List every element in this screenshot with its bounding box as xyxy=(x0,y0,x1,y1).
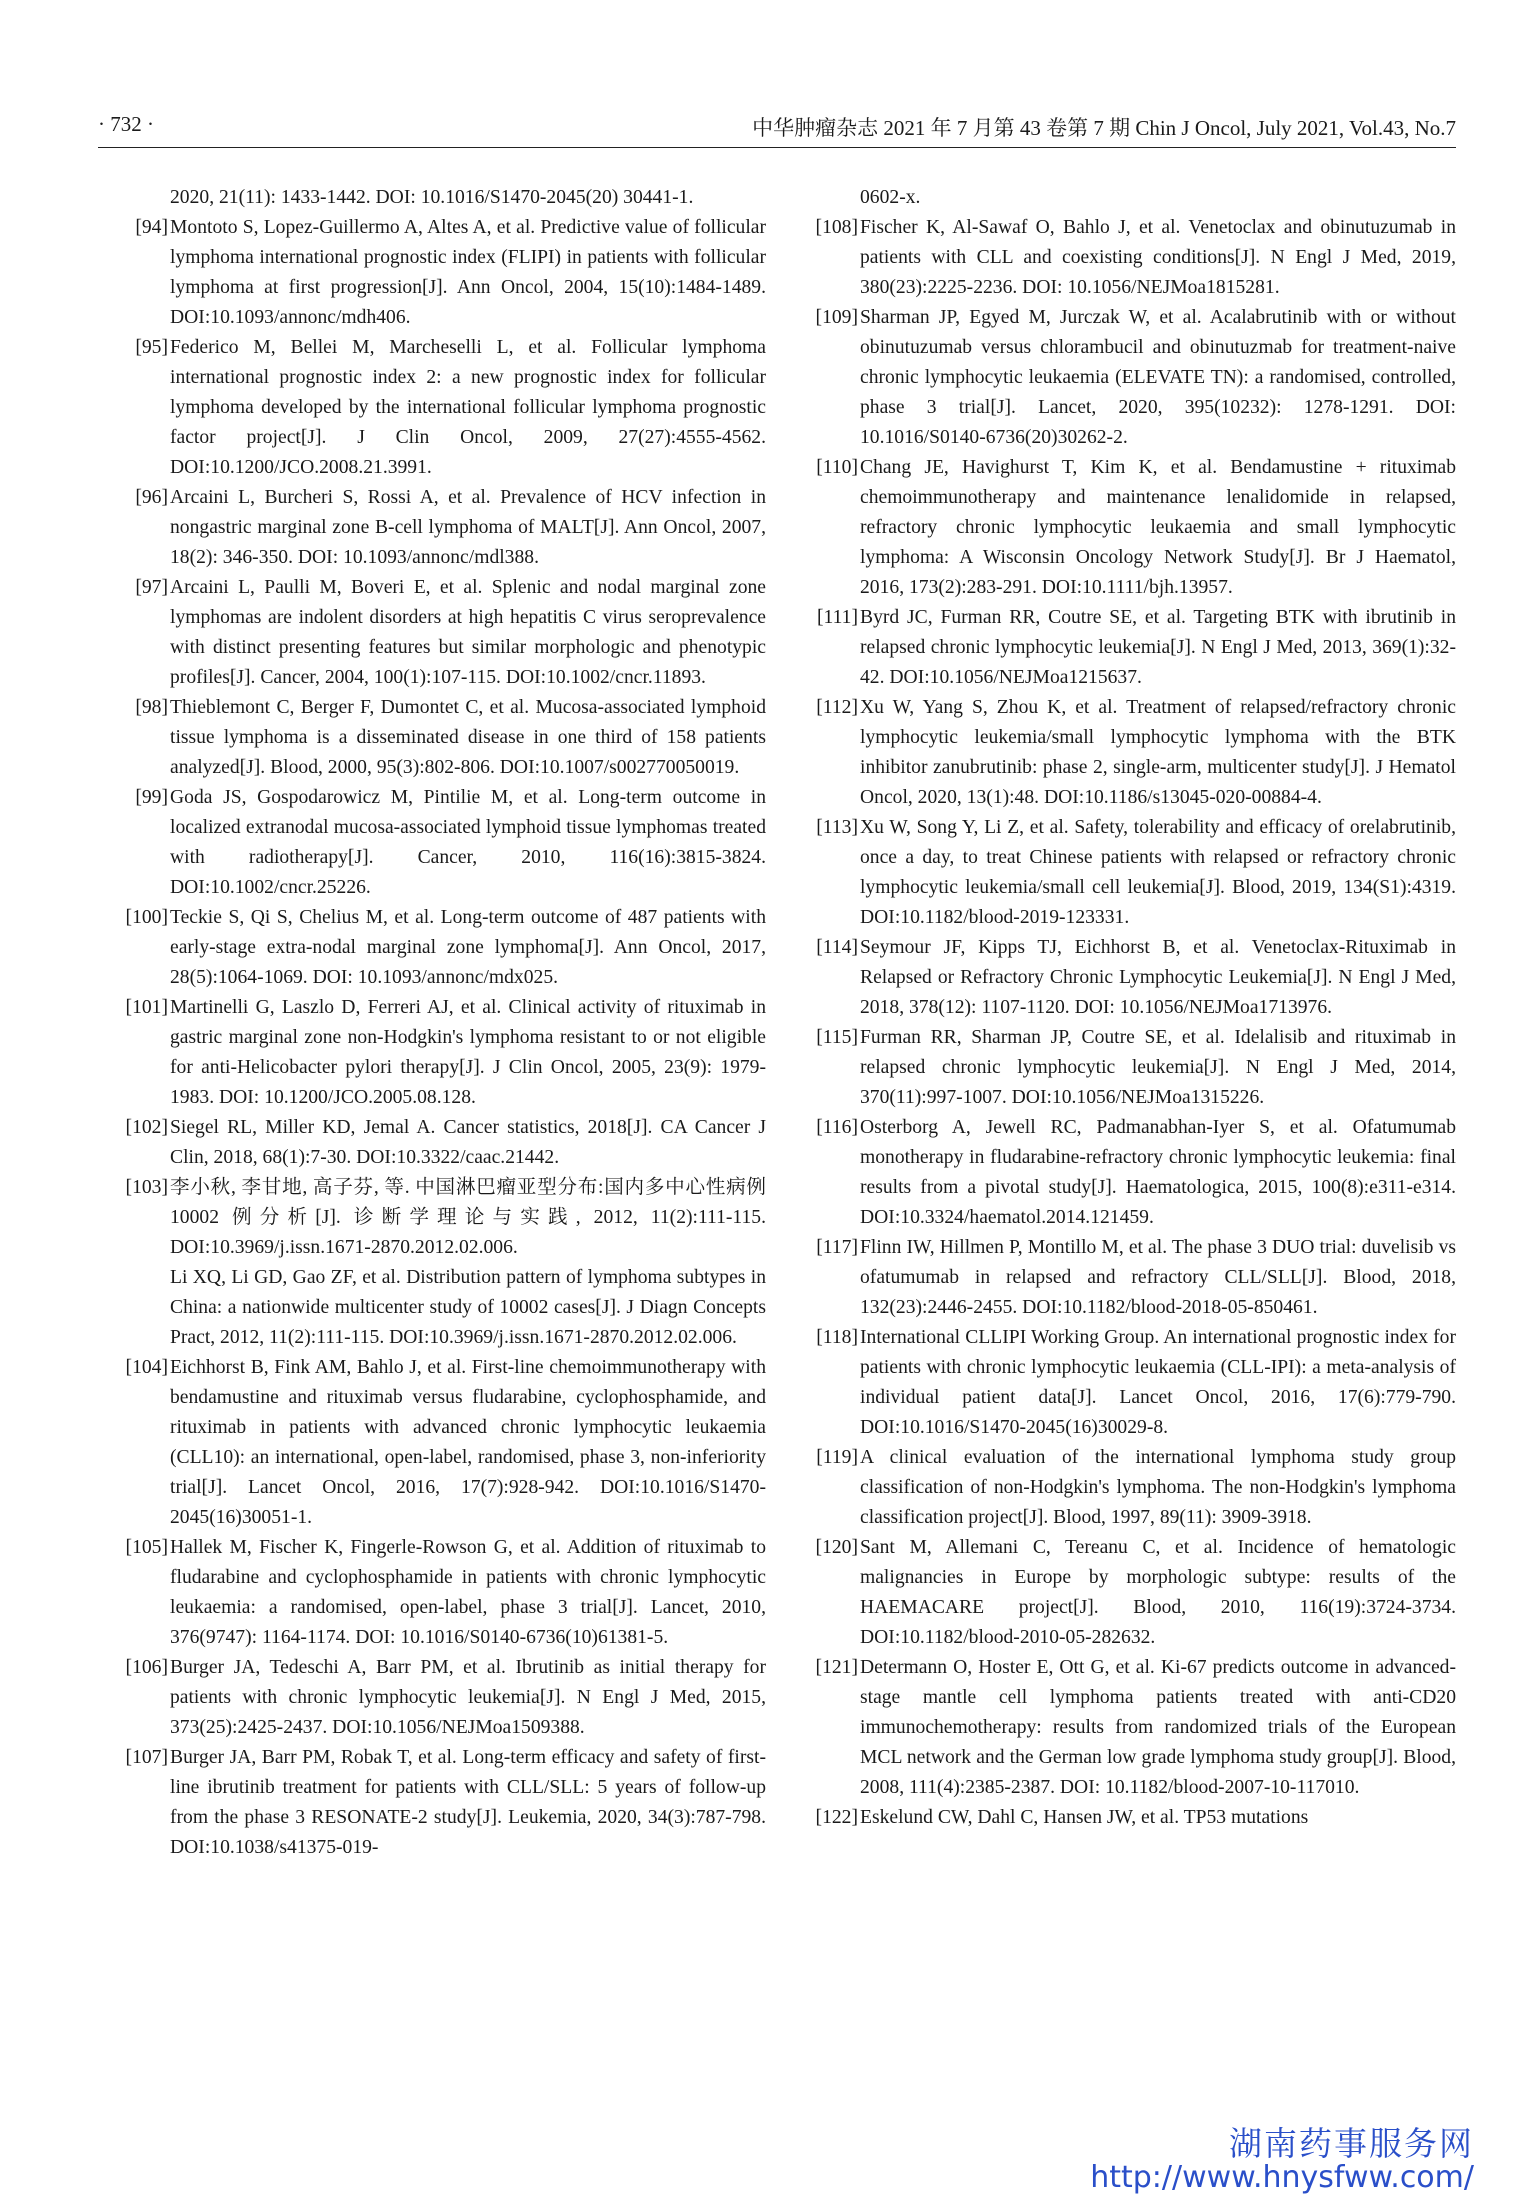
reference-entry xyxy=(788,1323,1456,1443)
reference-text: Sant M, Allemani C, Tereanu C, et al. Incidence of hematologic malignancies in Europe by morphologic subtype: results of the HAEMACARE project[J]. Blood, 2010, 116(19):3724-3734. DOI:10.1182/blood-2010-05-282632. xyxy=(860,1537,1456,1648)
reference-text: International CLLIPI Working Group. An international prognostic index for patients with chronic lymphocytic leukaemia (CLL-IPI): a meta-analysis of individual patient data[J]. Lancet Oncol, 2016, 17(6):779-790. DOI:10.1016/S1470-2045(16)30029-8. xyxy=(860,1327,1456,1438)
reference-entry xyxy=(98,783,766,903)
reference-text: Siegel RL, Miller KD, Jemal A. Cancer statistics, 2018[J]. CA Cancer J Clin, 2018, 68(1):7-30. DOI:10.3322/caac.21442. xyxy=(170,1117,766,1168)
reference-number: [95] xyxy=(135,337,168,358)
reference-text: Hallek M, Fischer K, Fingerle-Rowson G, et al. Addition of rituximab to fludarabine and cyclophosphamide in patients with chronic lymphocytic leukaemia: a randomised, open-label, phase 3 trial[J]. Lancet, 2010, 376(9747): 1164-1174. DOI: 10.1016/S0140-6736(10)61381-5. xyxy=(170,1537,766,1648)
reference-entry xyxy=(98,1173,766,1263)
reference-text: Burger JA, Barr PM, Robak T, et al. Long-term efficacy and safety of first-line ibrutinib treatment for patients with CLL/SLL: 5 years of follow-up from the phase 3 RESONATE-2 study[J]. Leukemia, 2020, 34(3):787-798. DOI:10.1038/s41375-019- xyxy=(170,1747,766,1858)
reference-entry xyxy=(98,903,766,993)
reference-text: Federico M, Bellei M, Marcheselli L, et al. Follicular lymphoma international prognostic index 2: a new prognostic index for follicular lymphoma developed by the international follicular lymphoma prognostic factor project[J]. J Clin Oncol, 2009, 27(27):4555-4562. DOI:10.1200/JCO.2008.21.3991. xyxy=(170,337,766,478)
reference-text: Martinelli G, Laszlo D, Ferreri AJ, et al. Clinical activity of rituximab in gastric marginal zone non-Hodgkin's lymphoma resistant to or not eligible for anti-Helicobacter pylori therapy[J]. J Clin Oncol, 2005, 23(9): 1979-1983. DOI: 10.1200/JCO.2005.08.128. xyxy=(170,997,766,1108)
running-header xyxy=(98,112,1456,144)
reference-text: Seymour JF, Kipps TJ, Eichhorst B, et al. Venetoclax-Rituximab in Relapsed or Refractory Chronic Lymphocytic Leukemia[J]. N Engl J Med, 2018, 378(12): 1107-1120. DOI: 10.1056/NEJMoa1713976. xyxy=(860,937,1456,1018)
reference-number: [115] xyxy=(816,1027,858,1048)
reference-number: [101] xyxy=(125,997,168,1018)
reference-number: [102] xyxy=(125,1117,168,1138)
reference-text: Osterborg A, Jewell RC, Padmanabhan-Iyer S, et al. Ofatumumab monotherapy in fludarabine-refractory chronic lymphocytic leukemia: final results from a pivotal study[J]. Haematologica, 2015, 100(8):e311-e314. DOI:10.3324/haematol.2014.121459. xyxy=(860,1117,1456,1228)
reference-text: Burger JA, Tedeschi A, Barr PM, et al. Ibrutinib as initial therapy for patients with chronic lymphocytic leukemia[J]. N Engl J Med, 2015, 373(25):2425-2437. DOI:10.1056/NEJMoa1509388. xyxy=(170,1657,766,1738)
reference-continuation: 0602-x. xyxy=(860,187,921,208)
reference-text: 李小秋, 李甘地, 高子芬, 等. 中国淋巴瘤亚型分布:国内多中心性病例 10002 例分析[J]. 诊断学理论与实践, 2012, 11(2):111-115. DOI:10.3969/j.issn.1671-2870.2012.02.006. xyxy=(170,1177,766,1258)
reference-number: [105] xyxy=(125,1537,168,1558)
reference-entry xyxy=(98,993,766,1113)
reference-entry xyxy=(788,1533,1456,1653)
reference-text: Arcaini L, Paulli M, Boveri E, et al. Splenic and nodal marginal zone lymphomas are indolent disorders at high hepatitis C virus seroprevalence with distinct presenting features but similar morphologic and phenotypic profiles[J]. Cancer, 2004, 100(1):107-115. DOI:10.1002/cncr.11893. xyxy=(170,577,766,688)
reference-number: [96] xyxy=(135,487,168,508)
reference-entry xyxy=(788,1653,1456,1803)
reference-number: [104] xyxy=(125,1357,168,1378)
watermark-url: http://www.hnysfww.com/ xyxy=(1090,2160,1474,2195)
reference-number: [111] xyxy=(817,607,858,628)
reference-entry xyxy=(788,933,1456,1023)
reference-text: Eichhorst B, Fink AM, Bahlo J, et al. First-line chemoimmunotherapy with bendamustine and rituximab versus fludarabine, cyclophosphamide, and rituximab in patients with advanced chronic lymphocytic leukaemia (CLL10): an international, open-label, randomised, phase 3, non-inferiority trial[J]. Lancet Oncol, 2016, 17(7):928-942. DOI:10.1016/S1470-2045(16)30051-1. xyxy=(170,1357,766,1528)
reference-number: [110] xyxy=(816,457,858,478)
reference-number: [97] xyxy=(135,577,168,598)
reference-number: [120] xyxy=(815,1537,858,1558)
reference-entry xyxy=(788,1023,1456,1113)
reference-number: [107] xyxy=(125,1747,168,1768)
reference-text: Eskelund CW, Dahl C, Hansen JW, et al. TP53 mutations xyxy=(860,1807,1309,1828)
header-rule xyxy=(98,147,1456,148)
reference-text: Byrd JC, Furman RR, Coutre SE, et al. Targeting BTK with ibrutinib in relapsed chronic lymphocytic leukemia[J]. N Engl J Med, 2013, 369(1):32-42. DOI:10.1056/NEJMoa1215637. xyxy=(860,607,1456,688)
reference-text: Fischer K, Al-Sawaf O, Bahlo J, et al. Venetoclax and obinutuzumab in patients with CLL and coexisting conditions[J]. N Engl J Med, 2019, 380(23):2225-2236. DOI: 10.1056/NEJMoa1815281. xyxy=(860,217,1456,298)
reference-entry xyxy=(98,1113,766,1173)
reference-number: [100] xyxy=(125,907,168,928)
watermark-site-name: 湖南药事服务网 xyxy=(1229,2124,1474,2163)
reference-entry xyxy=(98,693,766,783)
reference-text: Xu W, Yang S, Zhou K, et al. Treatment of relapsed/refractory chronic lymphocytic leukemia/small lymphocytic lymphoma with the BTK inhibitor zanubrutinib: phase 2, single-arm, multicenter study[J]. J Hematol Oncol, 2020, 13(1):48. DOI:10.1186/s13045-020-00884-4. xyxy=(860,697,1456,808)
reference-text: Xu W, Song Y, Li Z, et al. Safety, tolerability and efficacy of orelabrutinib, once a day, to treat Chinese patients with relapsed or refractory chronic lymphocytic leukemia/small cell leukemia[J]. Blood, 2019, 134(S1):4319. DOI:10.1182/blood-2019-123331. xyxy=(860,817,1456,928)
reference-number: [98] xyxy=(135,697,168,718)
reference-entry xyxy=(98,1533,766,1653)
references-left-column xyxy=(98,183,766,1863)
reference-number: [94] xyxy=(135,217,168,238)
reference-entry xyxy=(98,1653,766,1743)
reference-entry xyxy=(788,603,1456,693)
reference-entry xyxy=(98,333,766,483)
journal-citation: 中华肿瘤杂志 2021 年 7 月第 43 卷第 7 期 Chin J Oncol, July 2021, Vol.43, No.7 xyxy=(752,116,1456,140)
reference-entry xyxy=(788,303,1456,453)
reference-entry xyxy=(98,1353,766,1533)
reference-continuation: 2020, 21(11): 1433-1442. DOI: 10.1016/S1470-2045(20) 30441-1. xyxy=(170,187,694,208)
reference-number: [99] xyxy=(135,787,168,808)
reference-text: Arcaini L, Burcheri S, Rossi A, et al. Prevalence of HCV infection in nongastric marginal zone B-cell lymphoma of MALT[J]. Ann Oncol, 2007, 18(2): 346-350. DOI: 10.1093/annonc/mdl388. xyxy=(170,487,766,568)
reference-entry xyxy=(98,573,766,693)
reference-text: Goda JS, Gospodarowicz M, Pintilie M, et al. Long-term outcome in localized extranodal mucosa-associated lymphoid tissue lymphomas treated with radiotherapy[J]. Cancer, 2010, 116(16):3815-3824. DOI:10.1002/cncr.25226. xyxy=(170,787,766,898)
reference-entry xyxy=(98,1263,766,1353)
reference-entry xyxy=(788,213,1456,303)
reference-number: [108] xyxy=(815,217,858,238)
reference-number: [114] xyxy=(816,937,858,958)
reference-text: Li XQ, Li GD, Gao ZF, et al. Distribution pattern of lymphoma subtypes in China: a nationwide multicenter study of 10002 cases[J]. J Diagn Concepts Pract, 2012, 11(2):111-115. DOI:10.3969/j.issn.1671-2870.2012.02.006. xyxy=(170,1267,766,1348)
reference-entry xyxy=(788,1113,1456,1233)
reference-entry xyxy=(788,1443,1456,1533)
reference-entry xyxy=(788,813,1456,933)
reference-number: [112] xyxy=(816,697,858,718)
reference-number: [122] xyxy=(815,1807,858,1828)
reference-number: [103] xyxy=(125,1177,168,1198)
reference-text: Flinn IW, Hillmen P, Montillo M, et al. The phase 3 DUO trial: duvelisib vs ofatumumab in relapsed and refractory CLL/SLL[J]. Blood, 2018, 132(23):2446-2455. DOI:10.1182/blood-2018-05-850461. xyxy=(860,1237,1456,1318)
reference-number: [109] xyxy=(815,307,858,328)
page-number: · 732 · xyxy=(98,112,154,136)
reference-text: A clinical evaluation of the international lymphoma study group classification of non-Hodgkin's lymphoma. The non-Hodgkin's lymphoma classification project[J]. Blood, 1997, 89(11): 3909-3918. xyxy=(860,1447,1456,1528)
reference-number: [116] xyxy=(816,1117,858,1138)
reference-text: Chang JE, Havighurst T, Kim K, et al. Bendamustine + rituximab chemoimmunotherapy and maintenance lenalidomide in relapsed, refractory chronic lymphocytic leukaemia and small lymphocytic lymphoma: A Wisconsin Oncology Network Study[J]. Br J Haematol, 2016, 173(2):283-291. DOI:10.1111/bjh.13957. xyxy=(860,457,1456,598)
reference-number: [119] xyxy=(816,1447,858,1468)
reference-entry xyxy=(788,453,1456,603)
reference-text: Determann O, Hoster E, Ott G, et al. Ki-67 predicts outcome in advanced-stage mantle cell lymphoma patients treated with anti-CD20 immunochemotherapy: results from randomized trials of the European MCL network and the German low grade lymphoma study group[J]. Blood, 2008, 111(4):2385-2387. DOI: 10.1182/blood-2007-10-117010. xyxy=(860,1657,1456,1798)
reference-number: [106] xyxy=(125,1657,168,1678)
reference-entry xyxy=(98,1743,766,1863)
reference-entry xyxy=(98,483,766,573)
reference-number: [113] xyxy=(816,817,858,838)
reference-number: [117] xyxy=(816,1237,858,1258)
reference-number: [121] xyxy=(815,1657,858,1678)
references-right-column xyxy=(788,183,1456,1833)
reference-entry xyxy=(788,693,1456,813)
reference-text: Montoto S, Lopez-Guillermo A, Altes A, et al. Predictive value of follicular lymphoma international prognostic index (FLIPI) in patients with follicular lymphoma at first progression[J]. Ann Oncol, 2004, 15(10):1484-1489. DOI:10.1093/annonc/mdh406. xyxy=(170,217,766,328)
reference-entry xyxy=(98,213,766,333)
reference-entry xyxy=(788,1233,1456,1323)
reference-text: Teckie S, Qi S, Chelius M, et al. Long-term outcome of 487 patients with early-stage extra-nodal marginal zone lymphoma[J]. Ann Oncol, 2017, 28(5):1064-1069. DOI: 10.1093/annonc/mdx025. xyxy=(170,907,766,988)
reference-text: Thieblemont C, Berger F, Dumontet C, et al. Mucosa-associated lymphoid tissue lymphoma is a disseminated disease in one third of 158 patients analyzed[J]. Blood, 2000, 95(3):802-806. DOI:10.1007/s002770050019. xyxy=(170,697,766,778)
reference-number: [118] xyxy=(816,1327,858,1348)
reference-entry xyxy=(788,1803,1456,1833)
reference-text: Sharman JP, Egyed M, Jurczak W, et al. Acalabrutinib with or without obinutuzumab versus chlorambucil and obinutuzmab for treatment-naive chronic lymphocytic leukaemia (ELEVATE TN): a randomised, controlled, phase 3 trial[J]. Lancet, 2020, 395(10232): 1278-1291. DOI: 10.1016/S0140-6736(20)30262-2. xyxy=(860,307,1456,448)
reference-text: Furman RR, Sharman JP, Coutre SE, et al. Idelalisib and rituximab in relapsed chronic lymphocytic leukemia[J]. N Engl J Med, 2014, 370(11):997-1007. DOI:10.1056/NEJMoa1315226. xyxy=(860,1027,1456,1108)
